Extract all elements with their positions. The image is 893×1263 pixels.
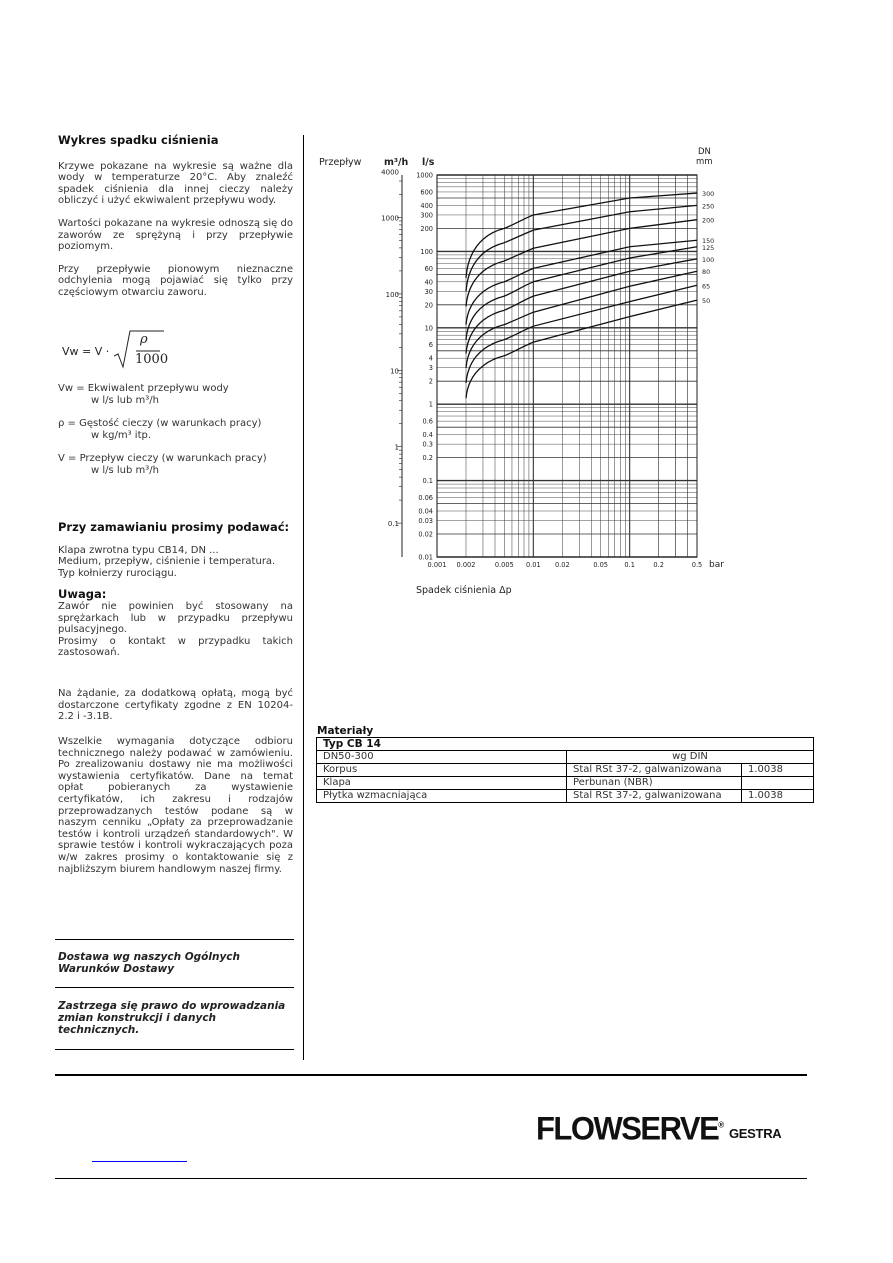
- order-section: [58, 522, 293, 659]
- series-line-dn80: [466, 271, 697, 368]
- material-number: 1.0038: [742, 764, 814, 777]
- order-text: Klapa zwrotna typu CB14, DN ... Medium, przepływ, ciśnienie i temperatura. Typ kołnierzy rurociągu.: [58, 544, 276, 579]
- ls-tick-label: 0.4: [422, 431, 433, 440]
- plot-frame: [437, 175, 697, 557]
- series-label-dn200: 200: [702, 216, 715, 225]
- material: Perbunan (NBR): [567, 777, 742, 790]
- flowserve-logo: [536, 1110, 724, 1148]
- part-name: Korpus: [317, 764, 567, 777]
- series-label-dn80: 80: [702, 268, 711, 277]
- delivery-note: Dostawa wg naszych Ogólnych Warunków Dostawy: [58, 951, 240, 975]
- unit-m3h: m³/h: [384, 157, 409, 168]
- type-label: Typ CB 14: [317, 738, 814, 751]
- formula-denominator: 1000: [135, 352, 169, 367]
- def-v-unit: w l/s lub m³/h: [91, 464, 159, 476]
- series-line-dn50: [466, 300, 697, 398]
- ls-tick-label: 6: [428, 341, 433, 350]
- x-tick-label: 0.05: [593, 561, 609, 569]
- ls-tick-label: 60: [424, 264, 433, 273]
- x-tick-label: 0.1: [624, 561, 635, 569]
- table-row: [317, 777, 814, 790]
- divider: [55, 939, 294, 940]
- series-label-dn300: 300: [702, 190, 715, 199]
- dn-label: DN: [698, 147, 711, 157]
- def-vw-unit: w l/s lub m³/h: [91, 394, 159, 406]
- def-rho: ρ = Gęstość cieczy (w warunkach pracy): [58, 418, 262, 430]
- def-rho-unit: w kg/m³ itp.: [91, 429, 152, 441]
- ls-tick-label: 0.3: [422, 440, 433, 449]
- requirements-text: Wszelkie wymagania dotyczące odbioru technicznego należy podawać w zamówieniu. Po zrealizowaniu dostawy nie ma możliwości wystawienia certyfikatów. Dane na temat opłat pobieranych za wystawienie certyfikatów, ich zakresu i rodzajów przeprowadzanych testów podane są w naszym cenniku „Opłaty za przeprowadzanie testów i kontroli urządzeń standardowych". W sprawie testów i kontroli wykraczających poza w/w zakres prosimy o kontaktowanie się z najbliższym biurem handlowym naszej firmy.: [58, 736, 293, 875]
- materials-table: [316, 737, 814, 803]
- part-name: Klapa: [317, 777, 567, 790]
- m3h-tick-label: 10: [390, 367, 399, 376]
- material: Stal RSt 37-2, galwanizowana: [567, 764, 742, 777]
- ls-tick-label: 200: [420, 224, 433, 233]
- series-label-dn50: 50: [702, 297, 711, 306]
- logo-text: FLOWSERVE: [536, 1110, 719, 1147]
- x-tick-label: 0.2: [653, 561, 664, 569]
- series-label-dn150: 150: [702, 237, 715, 246]
- ls-tick-label: 300: [420, 211, 433, 220]
- ls-tick-label: 1: [428, 400, 433, 409]
- x-tick-label: 0.01: [525, 561, 541, 569]
- x-tick-label: 0.02: [554, 561, 570, 569]
- ls-tick-label: 4: [428, 354, 433, 363]
- link-underline[interactable]: [92, 1161, 187, 1162]
- registered-mark: ®: [718, 1120, 725, 1130]
- ls-tick-label: 1000: [416, 171, 433, 180]
- x-tick-label: 0.005: [494, 561, 514, 569]
- ls-tick-label: 30: [424, 287, 433, 296]
- certificates-text: Na żądanie, za dodatkową opłatą, mogą być dostarczone certyfikaty zgodne z EN 10204-2.2 i -3.1B.: [58, 688, 293, 723]
- series-label-dn65: 65: [702, 282, 711, 291]
- ls-tick-label: 20: [424, 301, 433, 310]
- materials-title: Materiały: [317, 725, 374, 737]
- series-label-dn125: 125: [702, 243, 715, 252]
- left-column: [58, 135, 293, 310]
- x-tick-label: 0.002: [456, 561, 476, 569]
- series-line-dn100: [466, 259, 697, 354]
- flow-label: Przepływ: [319, 157, 362, 168]
- ls-tick-label: 3: [428, 364, 433, 373]
- material-number: [742, 777, 814, 790]
- table-row: [317, 790, 814, 803]
- m3h-tick-label: 1: [394, 443, 399, 452]
- ls-tick-label: 0.06: [418, 494, 433, 503]
- pressure-drop-chart: [300, 165, 730, 605]
- gestra-logo: GESTRA: [729, 1126, 782, 1141]
- material: Stal RSt 37-2, galwanizowana: [567, 790, 742, 803]
- part-name: Płytka wzmacniająca: [317, 790, 567, 803]
- divider: [55, 987, 294, 988]
- table-row: [317, 751, 814, 764]
- ls-tick-label: 400: [420, 201, 433, 210]
- unit-ls: l/s: [422, 157, 435, 168]
- ls-tick-label: 2: [428, 377, 433, 386]
- ls-tick-label: 0.1: [422, 477, 433, 486]
- ls-tick-label: 0.01: [418, 553, 433, 562]
- definitions: [58, 383, 298, 477]
- note-title: Uwaga:: [58, 587, 107, 602]
- series-label-dn100: 100: [702, 255, 715, 264]
- series-line-dn65: [466, 285, 697, 383]
- ls-tick-label: 40: [424, 278, 433, 287]
- table-row: [317, 764, 814, 777]
- m3h-tick-label: 0.1: [387, 520, 399, 529]
- m3h-tick-label: 100: [385, 290, 399, 299]
- paragraph: Krzywe pokazane na wykresie są ważne dla wody w temperaturze 20°C. Aby znaleźć spadek ciśnienia dla innej cieczy należy obliczyć i użyć ekwiwalent przepływu wody.: [58, 160, 293, 207]
- x-tick-label: 0.5: [691, 561, 703, 569]
- ls-tick-label: 600: [420, 188, 433, 197]
- section-title: Wykres spadku ciśnienia: [58, 133, 219, 147]
- x-axis-label: Spadek ciśnienia Δp: [416, 585, 512, 596]
- divider: [55, 1049, 294, 1050]
- order-title: Przy zamawianiu prosimy podawać:: [58, 520, 290, 534]
- ls-tick-label: 0.03: [418, 517, 433, 526]
- note-text: Zawór nie powinien być stosowany na sprężarkach lub w przypadku przepływu pulsacyjnego. Prosimy o kontakt w przypadku takich zastosowań.: [58, 600, 293, 659]
- formula-lhs: Vw = V ·: [62, 345, 110, 358]
- ls-tick-label: 10: [424, 324, 433, 333]
- series-label-dn250: 250: [702, 202, 715, 211]
- footer-rule-bottom: [55, 1178, 807, 1179]
- ls-tick-label: 0.6: [422, 417, 433, 426]
- table-row: [317, 738, 814, 751]
- x-tick-label: 0.001: [427, 561, 447, 569]
- def-vw: Vw = Ekwiwalent przepływu wody: [58, 383, 229, 394]
- def-v: V = Przepływ cieczy (w warunkach pracy): [58, 453, 267, 465]
- standard: wg DIN: [567, 751, 814, 764]
- m3h-tick-label: 1000: [381, 214, 399, 223]
- dn-unit: mm: [696, 157, 713, 167]
- paragraph: Przy przepływie pionowym nieznaczne odchylenia mogą pojawiać się tylko przy częściowym otwarciu zaworu.: [58, 263, 293, 298]
- formula-rho: ρ: [140, 332, 148, 347]
- x-unit-label: bar: [709, 560, 724, 570]
- dn-range: DN50-300: [317, 751, 567, 764]
- ls-tick-label: 100: [420, 247, 433, 256]
- paragraph: Wartości pokazane na wykresie odnoszą się do zaworów ze sprężyną i przy przepływie poziomym.: [58, 217, 293, 253]
- ls-tick-label: 0.04: [418, 507, 433, 516]
- material-number: 1.0038: [742, 790, 814, 803]
- footer-rule: [55, 1074, 807, 1076]
- ls-tick-label: 0.2: [422, 454, 433, 463]
- m3h-tick-label: 4000: [381, 168, 399, 177]
- rights-note: Zastrzega się prawo do wprowadzania zmian konstrukcji i danych technicznych.: [58, 1000, 286, 1036]
- ls-tick-label: 0.02: [418, 530, 433, 539]
